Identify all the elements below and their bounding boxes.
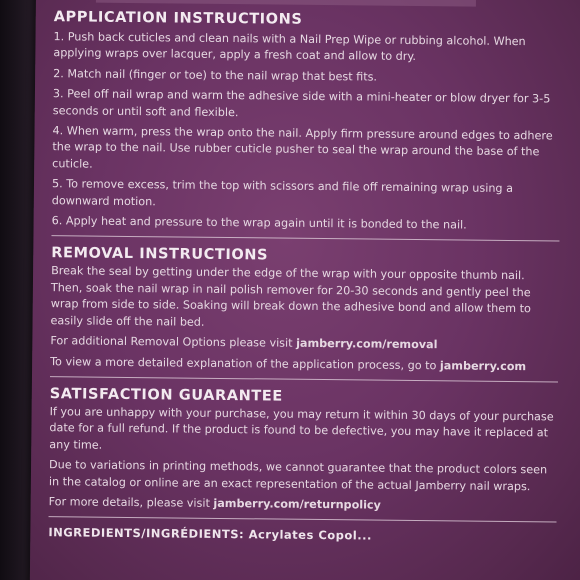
application-step-5: 5. To remove excess, trim the top with scissors and file off remaining wrap using a downward motion. <box>51 177 514 208</box>
application-step-1: 1. Push back cuticles and clean nails with a Nail Prep Wipe or rubbing alcohol. When applying wraps over lacquer, apply a fresh coat and allow to dry. <box>53 30 526 64</box>
removal-options-prefix: For additional Removal Options please visit <box>50 334 297 350</box>
removal-title: REMOVAL INSTRUCTIONS <box>51 245 269 264</box>
card-top-tab <box>96 0 476 7</box>
guarantee-details-prefix: For more details, please visit <box>48 495 214 510</box>
guarantee-section <box>49 385 558 516</box>
detail-link: jamberry.com <box>439 358 527 373</box>
ingredients-title: INGREDIENTS/INGRÉDIENTS: Acrylates Copol... <box>48 525 372 543</box>
guarantee-body-1: If you are unhappy with your purchase, you may return it within 30 days of your purchase date for a full refund. If the product is found to be defective, you may have it replaced at any time. <box>49 405 554 452</box>
section-divider <box>51 236 559 242</box>
card-content <box>48 8 562 545</box>
application-title: APPLICATION INSTRUCTIONS <box>53 9 303 28</box>
application-step-2: 2. Match nail (finger or toe) to the nail wrap that best fits. <box>53 66 378 84</box>
guarantee-details-line <box>49 494 557 516</box>
removal-section <box>50 245 559 376</box>
application-section <box>52 8 562 235</box>
removal-options-link: jamberry.com/removal <box>296 336 438 352</box>
removal-body: Break the seal by getting under the edge of the wrap with your opposite thumb nail. Then, soak the nail wrap in nail polish remover for 20-30 seconds and gently peel the wrap from side to side. Soaking will break down the adhesive bond and allow them to easily slide off the nail bed. <box>50 264 531 329</box>
detail-prefix: To view a more detailed explanation of the application process, go to <box>50 354 441 372</box>
guarantee-body-2: Due to variations in printing methods, we cannot guarantee that the product colors seen in the catalog or online are an exact representation of the actual Jamberry nail wraps. <box>48 458 548 493</box>
detail-line <box>50 354 558 376</box>
application-step-4: 4. When warm, press the wrap onto the nail. Apply firm pressure around edges to adhere the wrap to the nail. Use rubber cuticle pusher to seal the wrap around the base of the cuticle. <box>52 124 553 171</box>
section-divider <box>50 376 558 382</box>
guarantee-title: SATISFACTION GUARANTEE <box>49 386 283 405</box>
instruction-card <box>30 0 580 580</box>
application-step-6: 6. Apply heat and pressure to the wrap again until it is bonded to the nail. <box>51 214 467 232</box>
section-divider <box>49 517 557 523</box>
guarantee-details-link: jamberry.com/returnpolicy <box>213 496 381 512</box>
removal-options-line <box>50 333 558 355</box>
application-step-3: 3. Peel off nail wrap and warm the adhesive side with a mini-heater or blow dryer for 3-5 seconds or until soft and flexible. <box>52 87 551 119</box>
